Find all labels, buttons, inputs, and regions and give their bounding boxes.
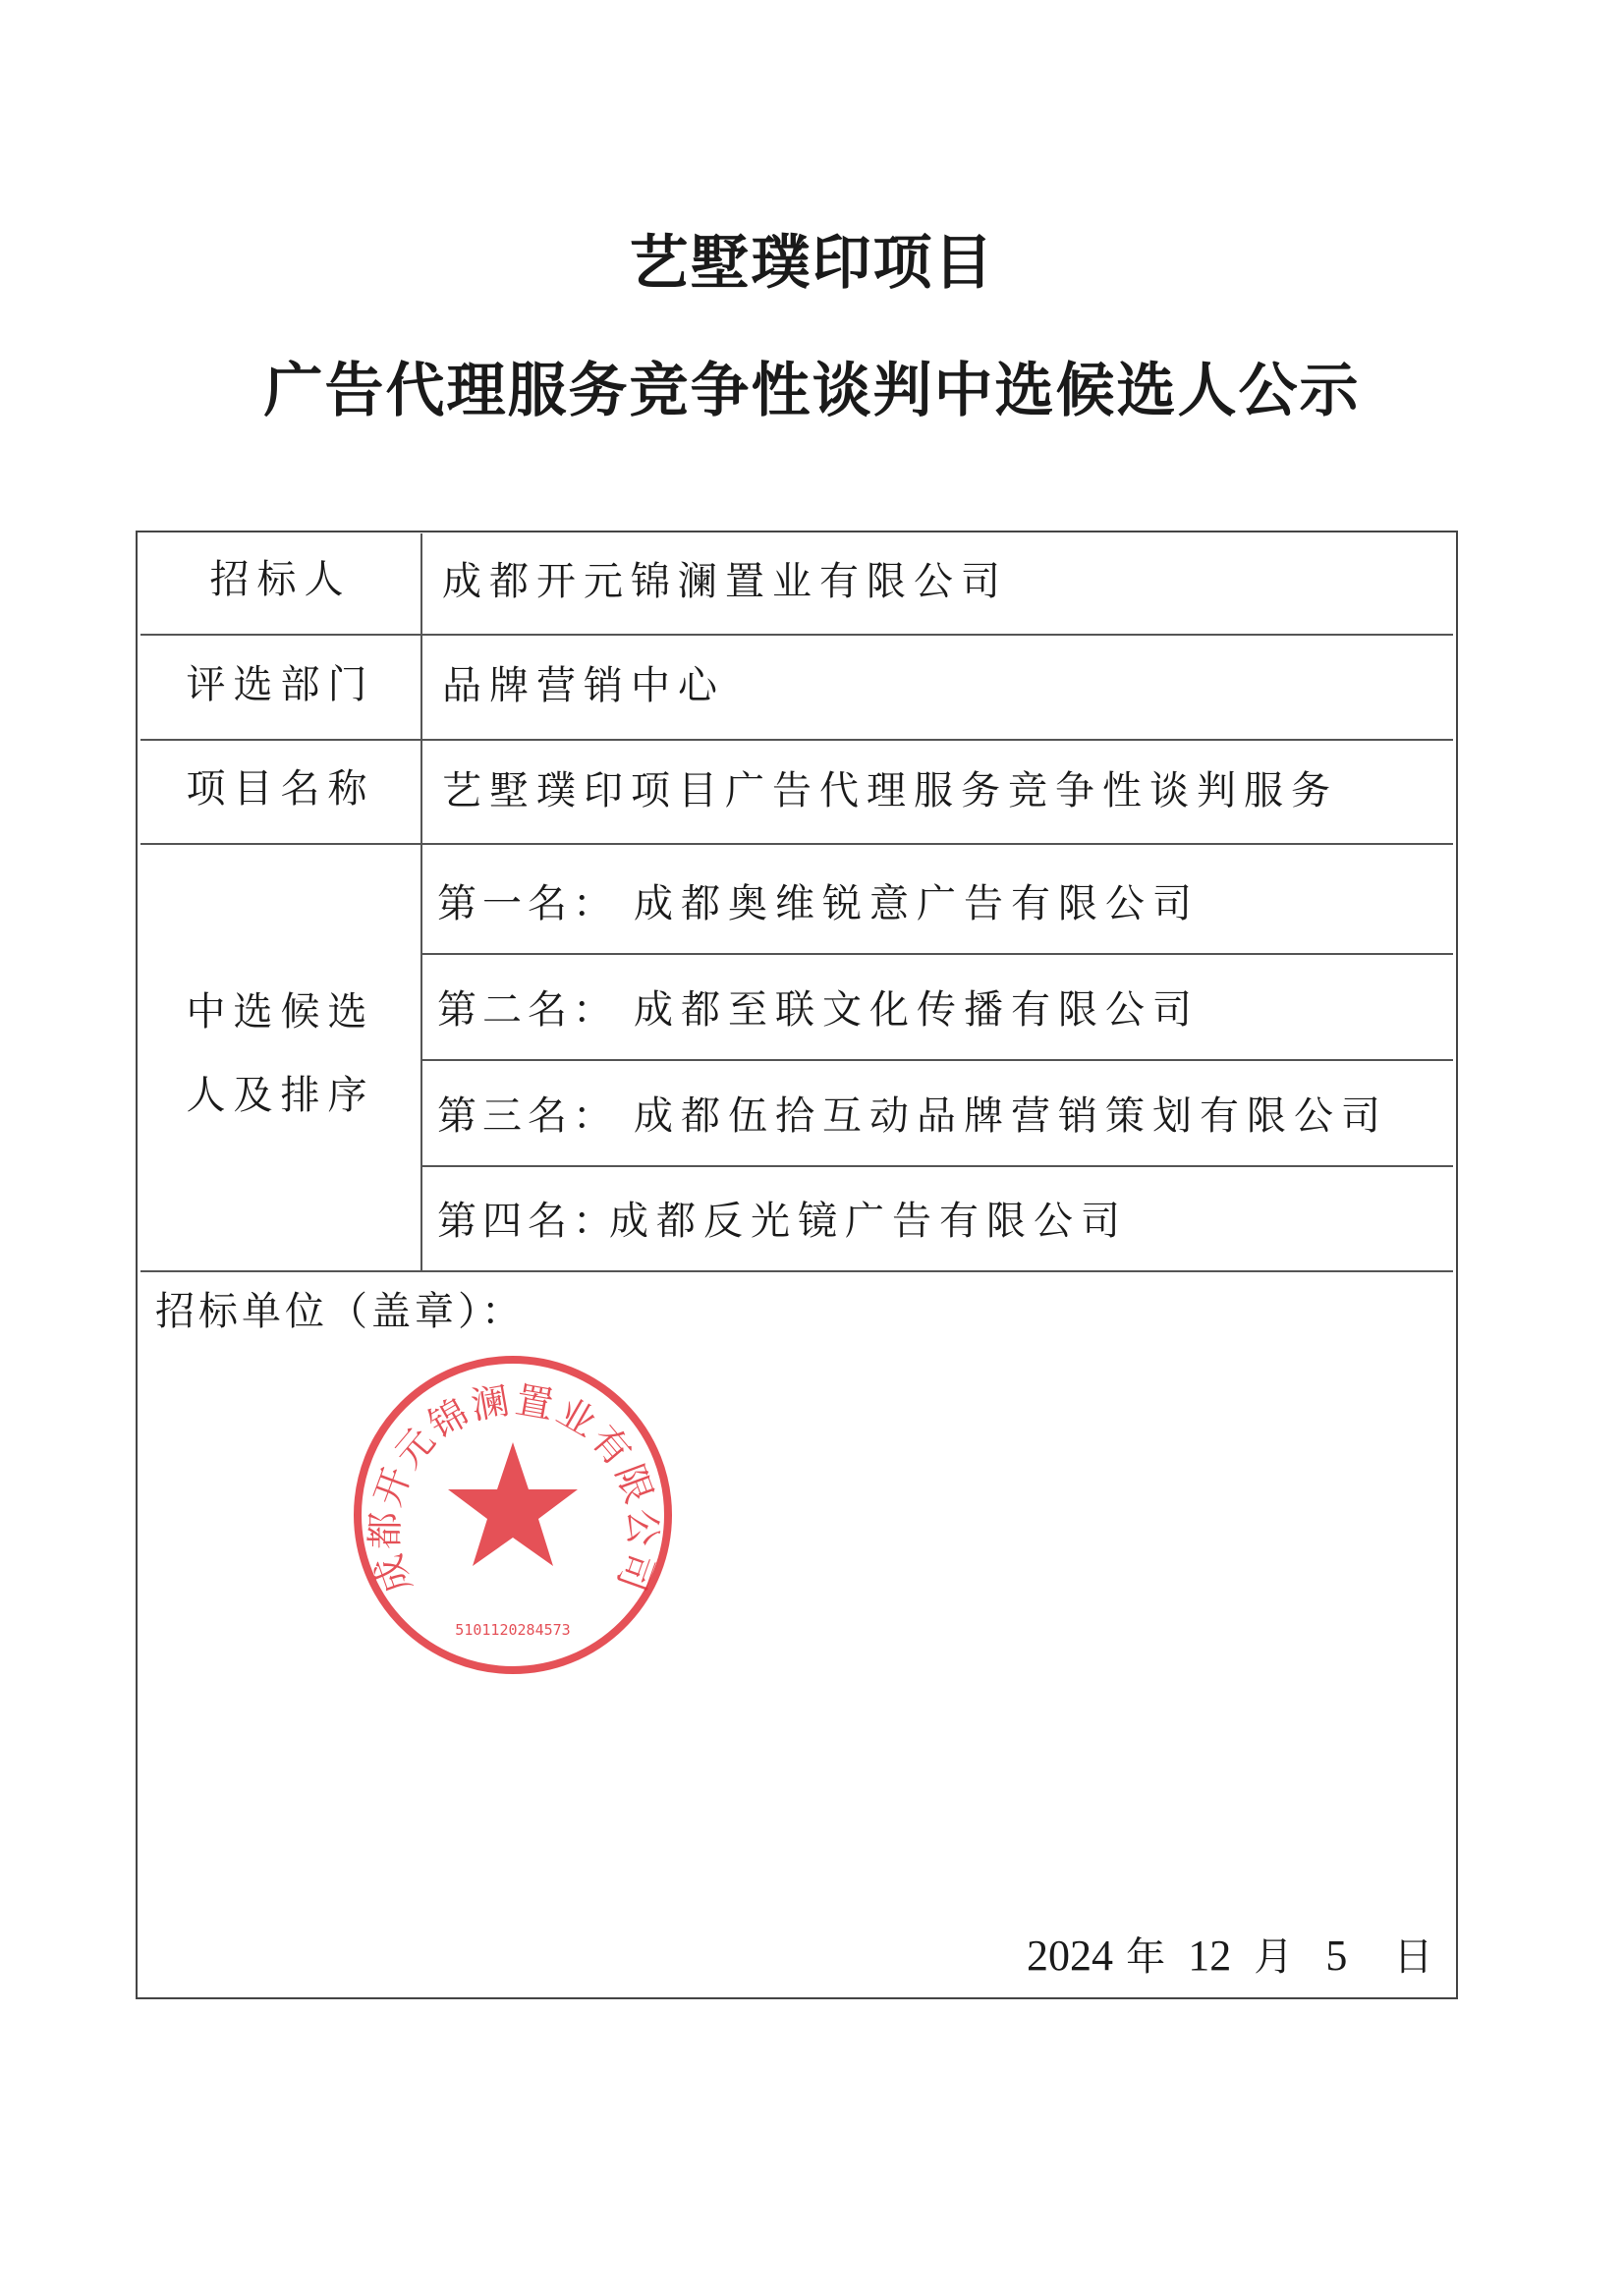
row-divider	[420, 1059, 1453, 1061]
date-month-unit: 月	[1254, 1934, 1294, 1980]
candidate-name-2: 成都至联文化传播有限公司	[634, 987, 1200, 1033]
stamp-label: 招标单位（盖章）：	[155, 1289, 525, 1334]
label-candidates-line2: 人及排序	[186, 1073, 375, 1118]
row-divider	[420, 953, 1453, 955]
document-title: 艺墅璞印项目	[629, 229, 995, 298]
candidate-rank-1: 第一名：	[437, 881, 618, 926]
value-department: 品牌营销中心	[442, 663, 725, 708]
label-bidder: 招标人	[209, 557, 352, 602]
date-year: 2024	[1027, 1932, 1113, 1980]
company-seal	[346, 1348, 680, 1682]
announcement-table	[136, 531, 1458, 1999]
date-year-unit: 年	[1126, 1934, 1166, 1980]
label-project-name: 项目名称	[186, 766, 375, 812]
candidate-name-1: 成都奥维锐意广告有限公司	[634, 881, 1200, 926]
document-subtitle: 广告代理服务竞争性谈判中选候选人公示	[263, 357, 1361, 425]
row-divider	[140, 739, 1453, 741]
date-day-unit: 日	[1393, 1934, 1433, 1980]
date-day: 5	[1325, 1932, 1348, 1980]
value-bidder: 成都开元锦澜置业有限公司	[442, 559, 1008, 604]
candidate-rank-4: 第四名：	[437, 1199, 618, 1244]
seal-star-icon	[448, 1442, 578, 1566]
column-divider	[420, 533, 422, 1272]
candidate-name-3: 成都伍拾互动品牌营销策划有限公司	[634, 1093, 1388, 1139]
date-month: 12	[1188, 1932, 1232, 1980]
seal-company-text: 成都开元锦澜置业有限公司	[363, 1377, 665, 1599]
row-divider	[140, 1270, 1453, 1272]
label-department: 评选部门	[186, 662, 375, 707]
row-divider	[140, 634, 1453, 636]
row-divider	[420, 1165, 1453, 1167]
label-candidates-line1: 中选候选	[186, 989, 375, 1035]
value-project-name: 艺墅璞印项目广告代理服务竞争性谈判服务	[442, 768, 1338, 813]
candidate-rank-3: 第三名：	[437, 1093, 618, 1139]
date	[1027, 1931, 1432, 1981]
seal-code: 5101120284573	[455, 1621, 571, 1639]
candidate-name-4: 成都反光镜广告有限公司	[609, 1199, 1128, 1244]
candidate-rank-2: 第二名：	[437, 987, 618, 1033]
row-divider	[140, 843, 1453, 845]
